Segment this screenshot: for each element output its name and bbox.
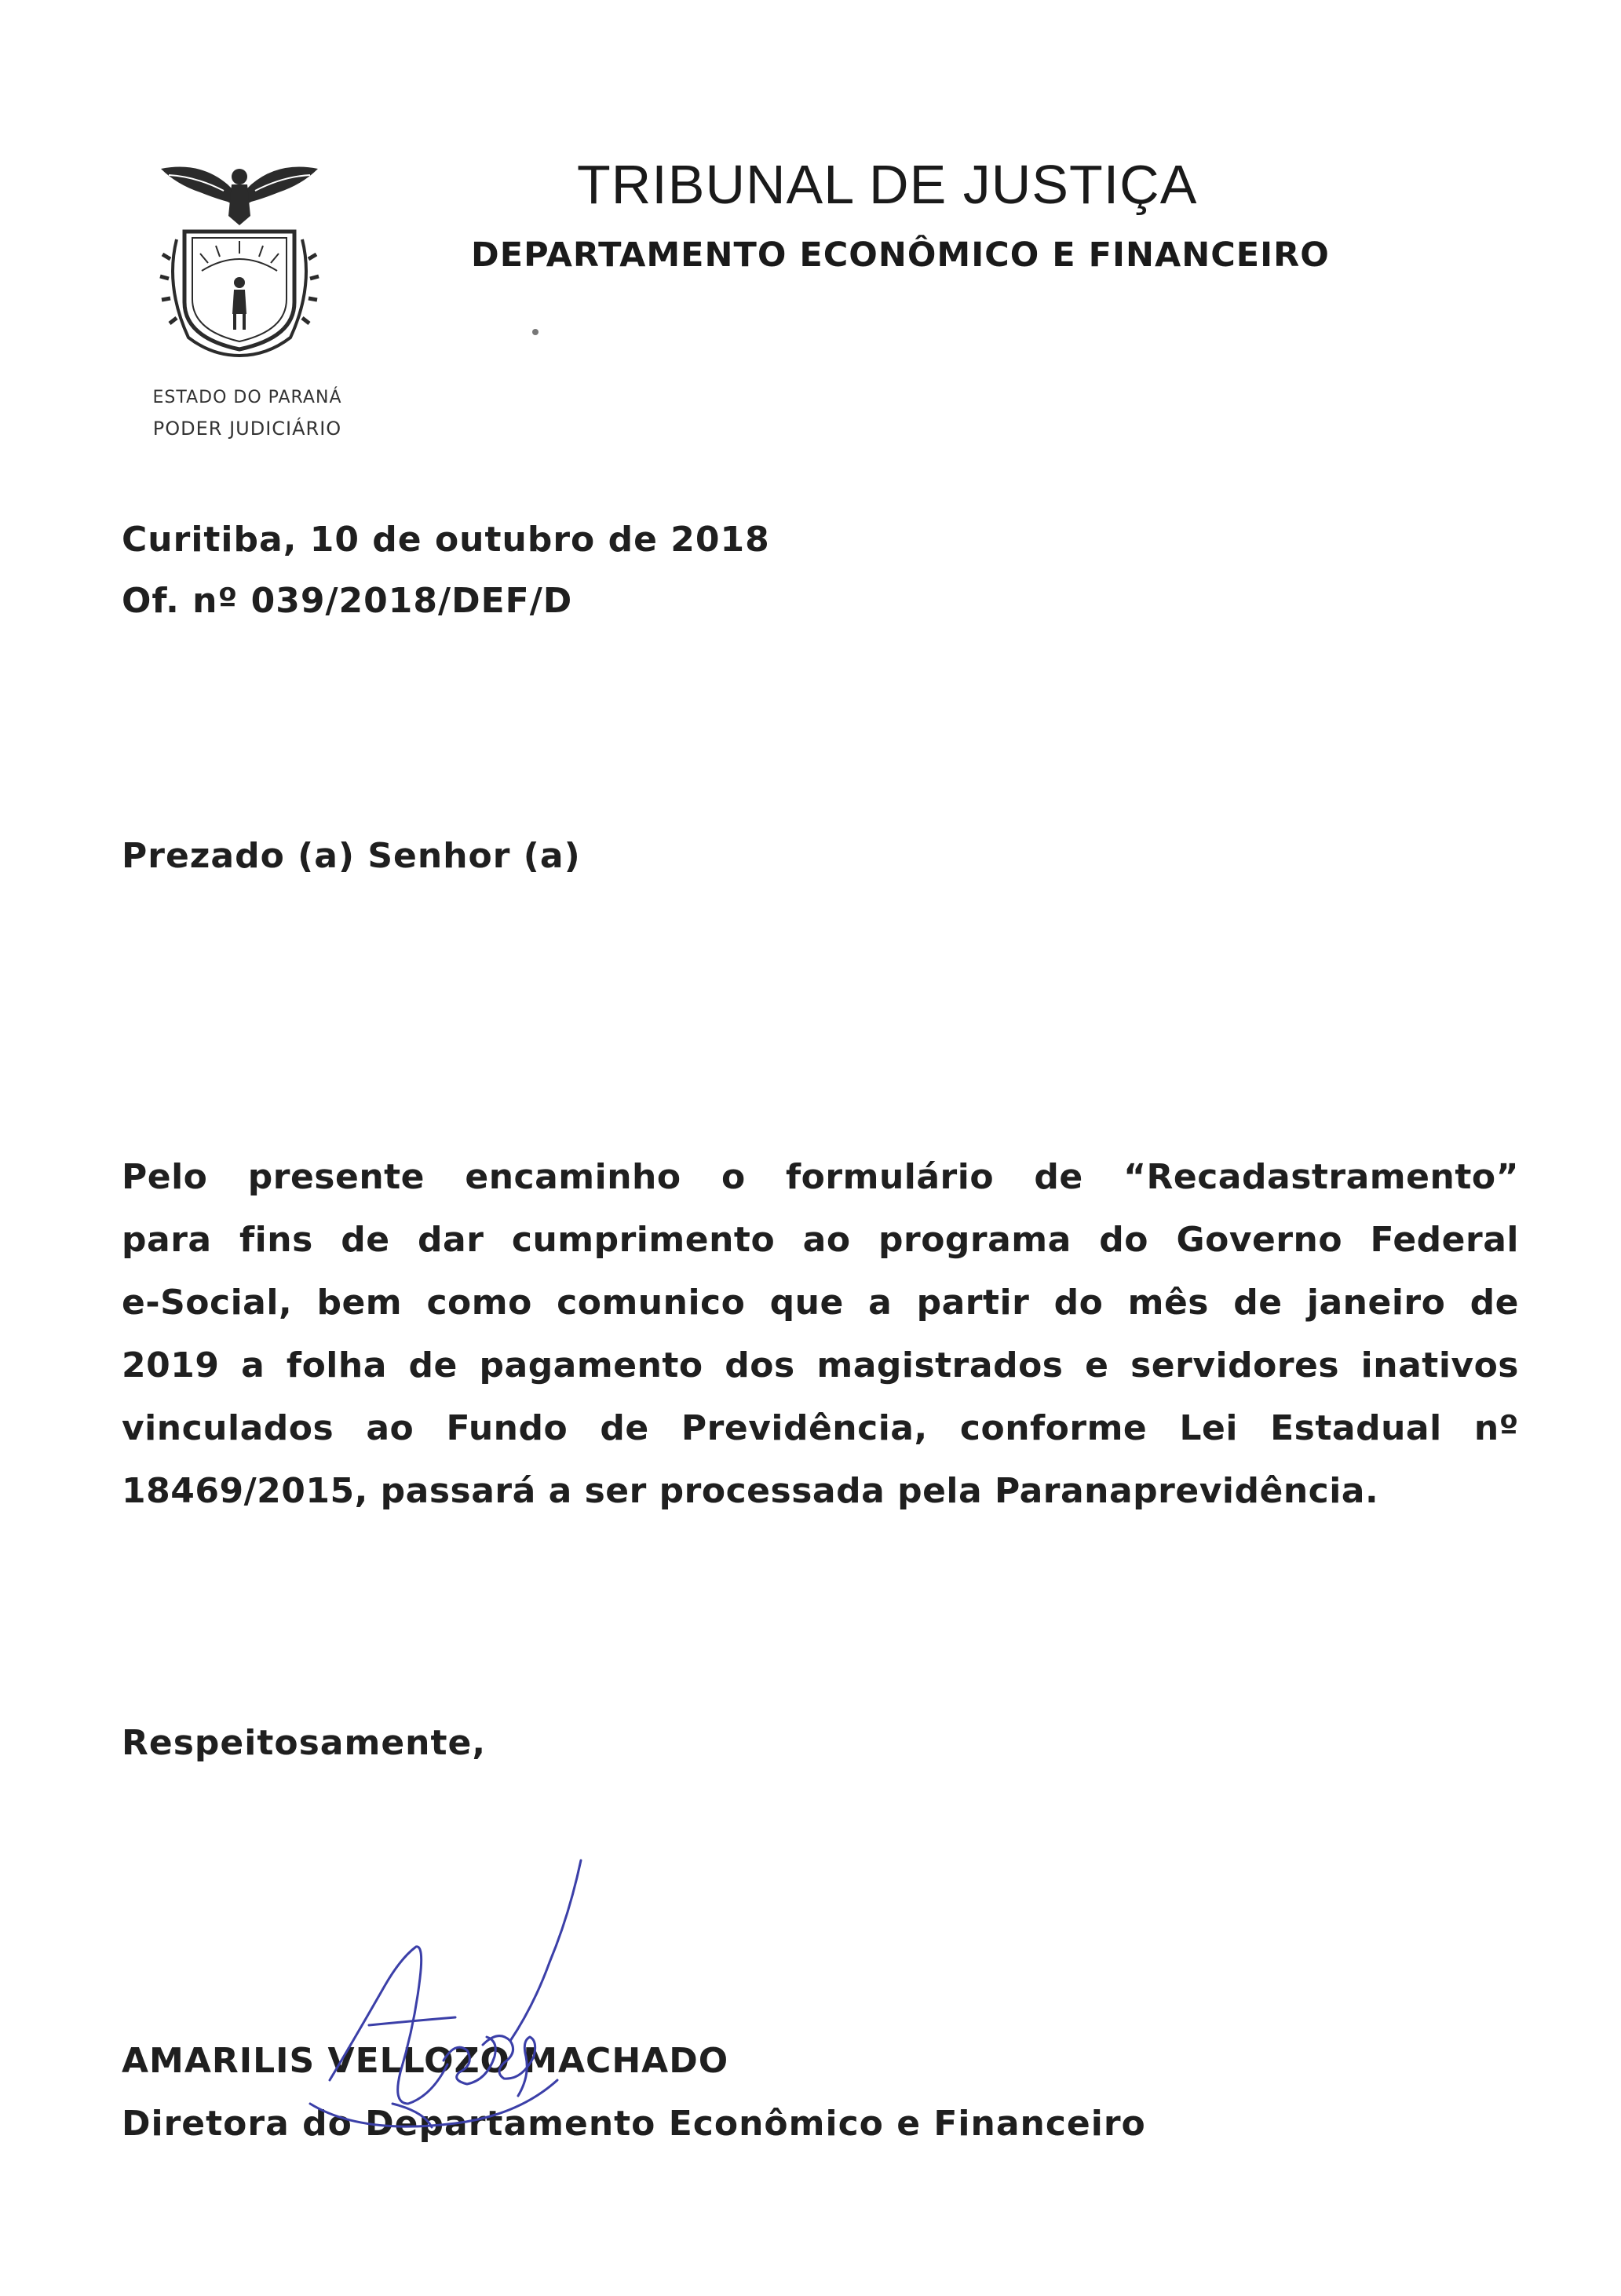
body-line: vinculados ao Fundo de Previdência, conforme Lei Estadual nº	[122, 1408, 1519, 1448]
letter-reference: Of. nº 039/2018/DEF/D	[122, 581, 573, 621]
state-label: ESTADO DO PARANÁ	[152, 388, 342, 407]
scan-speck	[532, 329, 539, 335]
court-title: TRIBUNAL DE JUSTIÇA	[577, 154, 1198, 215]
body-line: 2019 a folha de pagamento dos magistrados e servidores inativos	[122, 1345, 1519, 1385]
body-line: para fins de dar cumprimento ao programa do Governo Federal	[122, 1220, 1519, 1260]
coat-of-arms-icon	[153, 153, 326, 357]
closing: Respeitosamente,	[122, 1723, 487, 1763]
letter-body	[122, 1146, 1519, 1523]
department-title: DEPARTAMENTO ECONÔMICO E FINANCEIRO	[471, 235, 1330, 275]
body-line: e-Social, bem como comunico que a partir do mês de janeiro de	[122, 1283, 1519, 1323]
judiciary-label: PODER JUDICIÁRIO	[152, 418, 342, 440]
letter-date: Curitiba, 10 de outubro de 2018	[122, 520, 770, 560]
handwritten-signature-icon	[298, 1845, 597, 2143]
body-line: Pelo presente encaminho o formulário de “Recadastramento”	[122, 1157, 1519, 1197]
signer-role: Diretora do Departamento Econômico e Financeiro	[122, 2104, 1146, 2144]
body-line: 18469/2015, passará a ser processada pela Paranaprevidência.	[122, 1471, 1379, 1511]
salutation: Prezado (a) Senhor (a)	[122, 836, 581, 876]
signer-name: AMARILIS VELLOZO MACHADO	[122, 2041, 729, 2081]
